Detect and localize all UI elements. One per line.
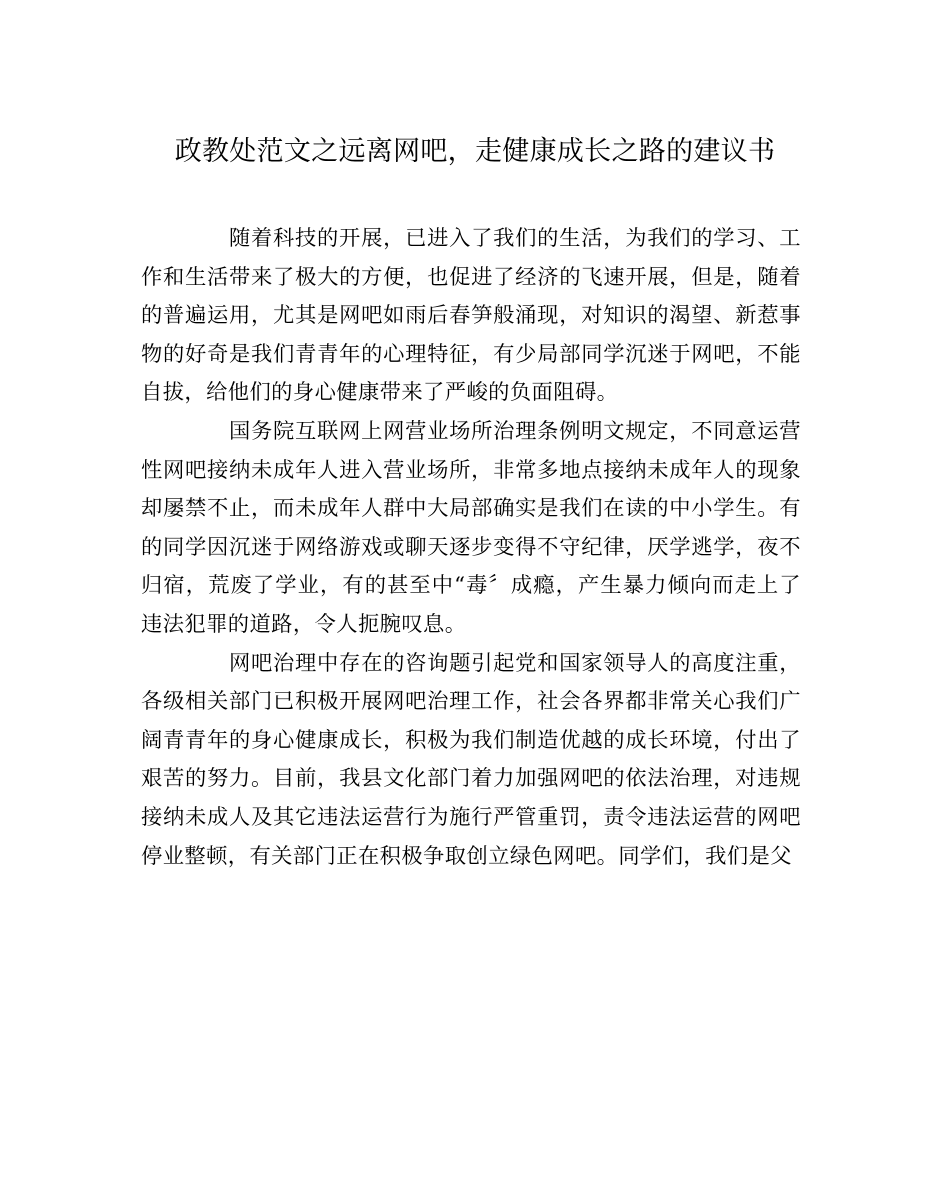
paragraph-1: 随着科技的开展，已进入了我们的生活，为我们的学习、工作和生活带来了极大的方便，也促进了经济的飞速开展，但是，随着的普遍运用，尤其是网吧如雨后春笋般涌现，对知识的渴望、新惹事物的好奇是我们青青年的心理特征，有少局部同学沉迷于网吧，不能自拔，给他们的身心健康带来了严峻的负面阻碍。 — [141, 226, 801, 406]
paragraph-2: 国务院互联网上网营业场所治理条例明文规定，不同意运营性网吧接纳未成年人进入营业场所，非常多地点接纳未成年人的现象却屡禁不止，而未成年人群中大局部确实是我们在读的中小学生。有的同学因沉迷于网络游戏或聊天逐步变得不守纪律，厌学逃学，夜不归宿，荒废了学业，有的甚至中“毒〞成瘾，产生暴力倾向而走上了违法犯罪的道路，令人扼腕叹息。 — [141, 418, 801, 637]
document-title: 政教处范文之远离网吧，走健康成长之路的建议书 — [174, 136, 776, 167]
document-body — [141, 220, 801, 876]
paragraph-3: 网吧治理中存在的咨询题引起党和国家领导人的高度注重，各级相关部门已积极开展网吧治理工作，社会各界都非常关心我们广阔青青年的身心健康成长，积极为我们制造优越的成长环境，付出了艰苦的努力。目前，我县文化部门着力加强网吧的依法治理，对违规接纳未成人及其它违法运营行为施行严管重罚，责令违法运营的网吧停业整顿，有关部门正在积极争取创立绿色网吧。同学们，我们是父 — [141, 650, 801, 869]
